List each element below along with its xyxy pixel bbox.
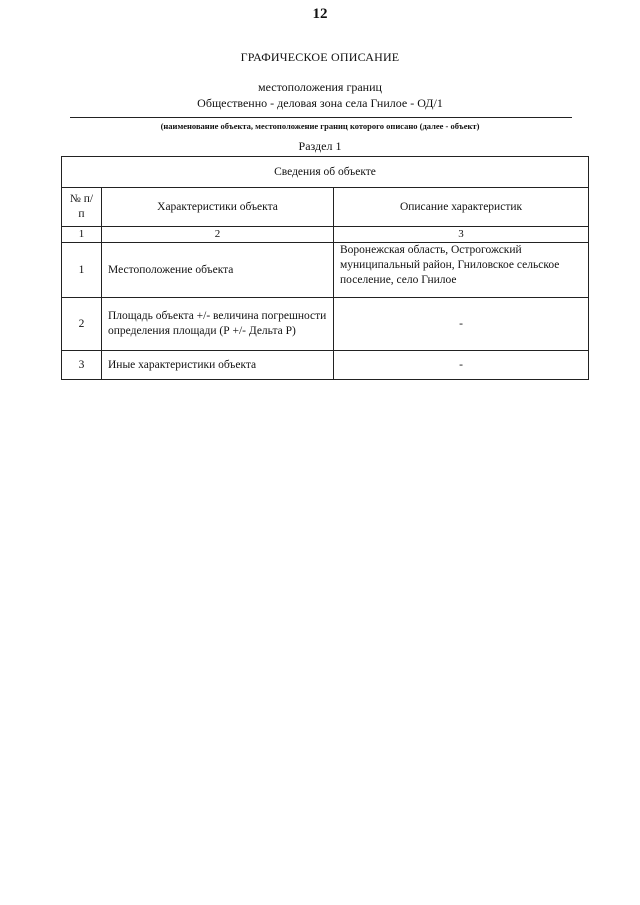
- table-header: Сведения об объекте: [62, 157, 589, 188]
- row-description: -: [334, 298, 589, 351]
- object-info-table: [61, 156, 589, 380]
- column-header-description: Описание характеристик: [334, 188, 589, 227]
- column-number-row: [62, 227, 589, 243]
- column-number-1: 1: [62, 227, 102, 243]
- section-title: Раздел 1: [298, 139, 342, 153]
- document-subtitle: местоположения границ: [258, 80, 382, 94]
- row-characteristic: Иные характеристики объекта: [102, 351, 334, 380]
- object-name-caption: (наименование объекта, местоположение границ которого описано (далее - объект): [160, 121, 480, 131]
- object-name: Общественно - деловая зона села Гнилое - ОД/1: [197, 96, 443, 110]
- table-row: [62, 243, 589, 298]
- row-characteristic: Местоположение объекта: [102, 243, 334, 298]
- row-number: 2: [62, 298, 102, 351]
- page-number: 12: [312, 6, 328, 22]
- column-header-characteristics: Характеристики объекта: [102, 188, 334, 227]
- column-number-2: 2: [102, 227, 334, 243]
- row-description: -: [334, 351, 589, 380]
- column-header-row: [62, 188, 589, 227]
- row-description: Воронежская область, Острогожский муниципальный район, Гниловское сельское поселение, село Гнилое: [334, 243, 589, 298]
- column-header-num: № п/п: [62, 188, 102, 227]
- table-row: [62, 298, 589, 351]
- underline-rule: [70, 117, 572, 118]
- document-title: ГРАФИЧЕСКОЕ ОПИСАНИЕ: [240, 50, 400, 64]
- column-number-3: 3: [334, 227, 589, 243]
- table-row: [62, 351, 589, 380]
- row-characteristic: Площадь объекта +/- величина погрешности определения площади (Р +/- Дельта Р): [102, 298, 334, 351]
- row-number: 3: [62, 351, 102, 380]
- table-header-row: [62, 157, 589, 188]
- row-number: 1: [62, 243, 102, 298]
